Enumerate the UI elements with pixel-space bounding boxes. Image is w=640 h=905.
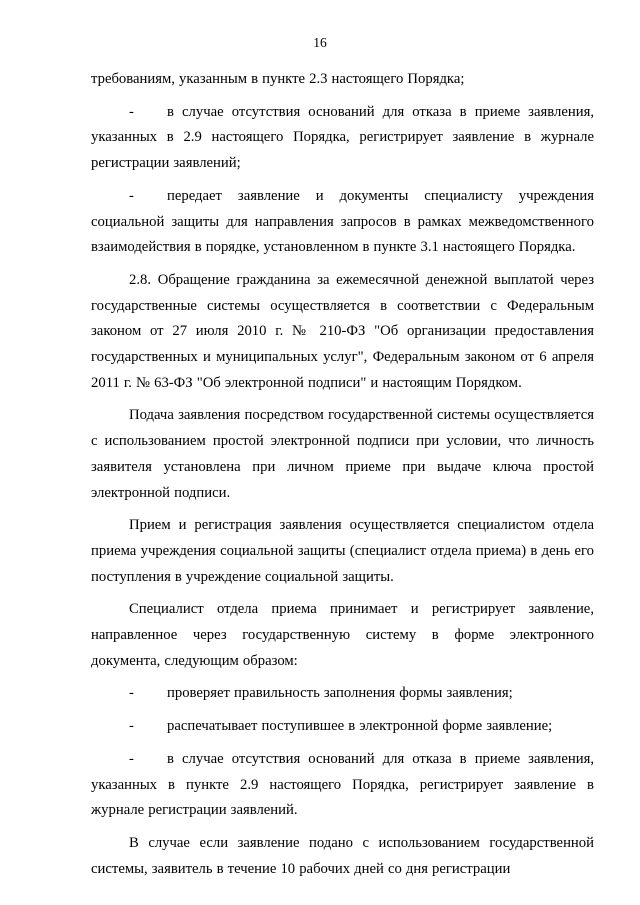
list-item-text: в случае отсутствия оснований для отказа в приеме заявления, указанных в 2.9 настоящего Порядка, регистрирует заявление в журнале регистрации заявлений;	[91, 103, 594, 172]
list-item	[91, 681, 594, 707]
paragraph	[91, 831, 594, 882]
list-marker: -	[129, 750, 134, 767]
page-number: 16	[313, 35, 327, 50]
list-marker: -	[129, 103, 134, 120]
document-body	[91, 67, 594, 882]
paragraph-text: В случае если заявление подано с использованием государственной системы, заявитель в течение 10 рабочих дней со дня регистрации	[91, 834, 594, 877]
list-item	[91, 100, 594, 177]
list-item	[91, 184, 594, 261]
paragraph-text: требованиям, указанным в пункте 2.3 настоящего Порядка;	[91, 71, 465, 87]
paragraph-text: Подача заявления посредством государственной системы осуществляется с использованием простой электронной подписи при условии, что личность заявителя установлена при личном приеме при выдаче ключа простой электронной подписи.	[91, 407, 594, 501]
list-item	[91, 747, 594, 824]
paragraph-continuation	[91, 67, 594, 93]
list-item-text: распечатывает поступившее в электронной форме заявление;	[167, 718, 553, 735]
list-marker: -	[129, 187, 134, 204]
paragraph	[91, 268, 594, 397]
list-item	[91, 714, 594, 740]
paragraph-text: Прием и регистрация заявления осуществляется специалистом отдела приема учреждения социальной защиты (специалист отдела приема) в день его поступления в учреждение социальной защиты.	[91, 517, 594, 585]
paragraph	[91, 513, 594, 590]
list-marker: -	[129, 718, 134, 735]
paragraph-text: Специалист отдела приема принимает и регистрирует заявление, направленное через государственную систему в форме электронного документа, следующим образом:	[91, 601, 594, 669]
list-item-text: передает заявление и документы специалисту учреждения социальной защиты для направления запросов в рамках межведомственного взаимодействия в порядке, установленном в пункте 3.1 настоящего Порядка.	[91, 187, 594, 256]
paragraph	[91, 403, 594, 506]
paragraph	[91, 597, 594, 674]
list-marker: -	[129, 685, 134, 702]
list-item-text: в случае отсутствия оснований для отказа в приеме заявления, указанных в пункте 2.9 настоящего Порядка, регистрирует заявление в журнале регистрации заявлений.	[91, 750, 594, 819]
list-item-text: проверяет правильность заполнения формы заявления;	[167, 685, 513, 702]
paragraph-text: 2.8. Обращение гражданина за ежемесячной денежной выплатой через государственные системы осуществляется в соответствии с Федеральным законом от 27 июля 2010 г. № 210-ФЗ "Об организации предоставления государственных и муниципальных услуг", Федеральным законом от 6 апреля 2011 г. № 63-ФЗ "Об электронной подписи" и настоящим Порядком.	[91, 271, 594, 391]
